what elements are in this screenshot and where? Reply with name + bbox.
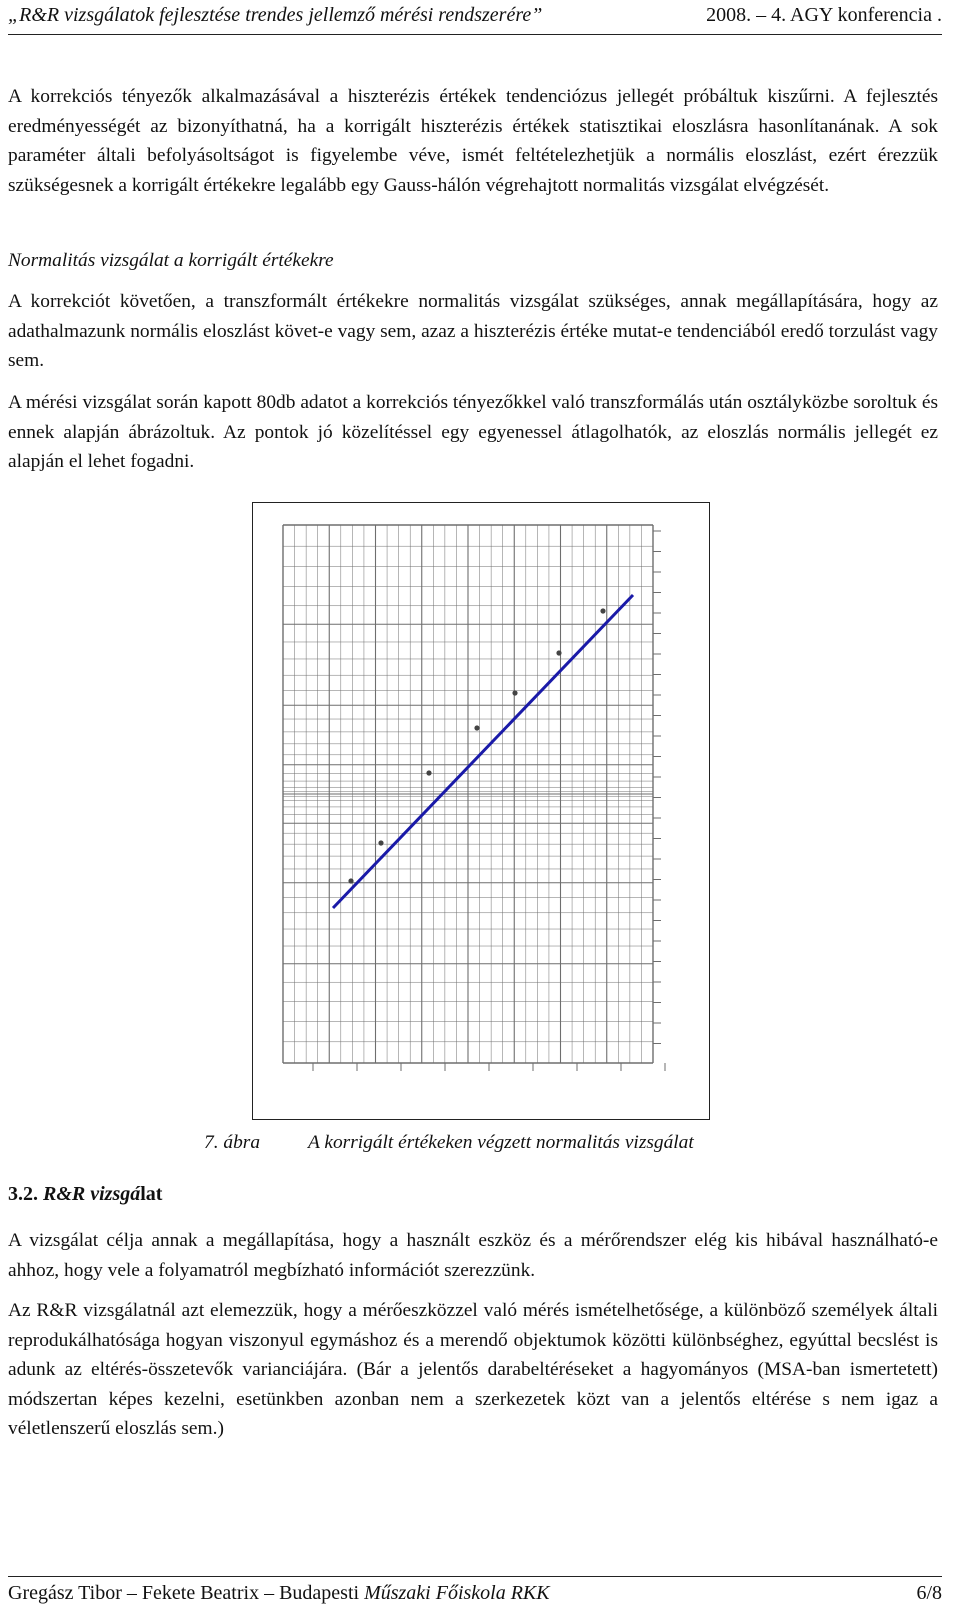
paragraph-measurement: A mérési vizsgálat során kapott 80db adatot a korrekciós tényezőkkel való transzformálás után osztályközbe soroltuk és ennek alapján ábrázoltuk. Az pontok jó közelítéssel egy egyenessel átlagolhatók, az eloszlás normális jellegét ez alapján el lehet fogadni. (8, 392, 938, 472)
section-title-italic: R&R vizsgá (43, 1183, 141, 1205)
data-point (426, 770, 431, 775)
section-number: 3.2. (8, 1183, 38, 1205)
paragraph-rr-goal: A vizsgálat célja annak a megállapítása, hogy a használt eszköz és a mérőrendszer elég kis hibával használható-e ahhoz, hogy vele a folyamatról megbízható információt szerezzünk. (8, 1230, 938, 1281)
data-point (348, 878, 353, 883)
section-heading (8, 1183, 162, 1206)
footer-institution: Műszaki Főiskola RKK (364, 1581, 550, 1604)
page-number: 6/8 (916, 1581, 942, 1604)
gauss-grid (283, 525, 665, 1071)
subheading-normality: Normalitás vizsgálat a korrigált értékekre (8, 250, 334, 271)
gauss-grid-chart (253, 503, 709, 1119)
figure-caption-text: A korrigált értékeken végzett normalitás vizsgálat (308, 1132, 694, 1153)
data-point (600, 608, 605, 613)
footer-authors: Gregász Tibor – Fekete Beatrix – Budapesti Műszaki Főiskola RKK (8, 1581, 550, 1604)
figure-caption (204, 1132, 694, 1154)
page-footer (8, 1576, 942, 1609)
data-point (474, 725, 479, 730)
data-point (556, 650, 561, 655)
header-conference: 2008. – 4. AGY konferencia . (706, 4, 942, 26)
gauss-paper-figure (252, 502, 710, 1120)
section-title-rest: lat (140, 1183, 163, 1205)
paragraph-normality-test: A korrekciót követően, a transzformált értékekre normalitás vizsgálat szükséges, annak megállapítására, hogy az adathalmazunk normális eloszlást követ-e vagy sem, azaz a hiszterézis értéke mutat-e tendenciából eredő torzulást vagy sem. (8, 291, 938, 371)
header-title: „R&R vizsgálatok fejlesztése trendes jellemző mérési rendszerére” (8, 4, 543, 26)
page-header (8, 4, 942, 35)
paragraph-correction: A korrekciós tényezők alkalmazásával a hiszterézis értékek tendenciózus jellegét próbáltuk kiszűrni. A fejlesztés eredményességét az bizonyíthatná, ha a korrigált hiszterézis értékek statisztikai eloszlásra hasonlítanának. A sok paraméter általi befolyásoltságot is figyelembe véve, ismét feltételezhetjük a normális eloszlást, ezért érezzük szükségesnek a korrigált értékekre legalább egy Gauss-hálón végrehajtott normalitás vizsgálat elvégzését. (8, 86, 938, 196)
figure-number: 7. ábra (204, 1132, 261, 1153)
data-point (378, 840, 383, 845)
data-point (512, 690, 517, 695)
paragraph-rr-analysis: Az R&R vizsgálatnál azt elemezzük, hogy a mérőeszközzel való mérés ismételhetősége, a különböző személyek általi reprodukálhatósága hogyan viszonyul egymáshoz és a merendő objektumok közötti különbséghez, egyúttal becslést is adunk az eltérés-összetevők varianciájára. (Bár a jelentős darabeltéréseket a hagyományos (MSA-ban ismertetett) módszertan képes kezelni, esetünkben azonban nem a szerkezetek közt van a jelentős eltérése s nem igaz a véletlenszerű eloszlás sem.) (8, 1300, 938, 1439)
